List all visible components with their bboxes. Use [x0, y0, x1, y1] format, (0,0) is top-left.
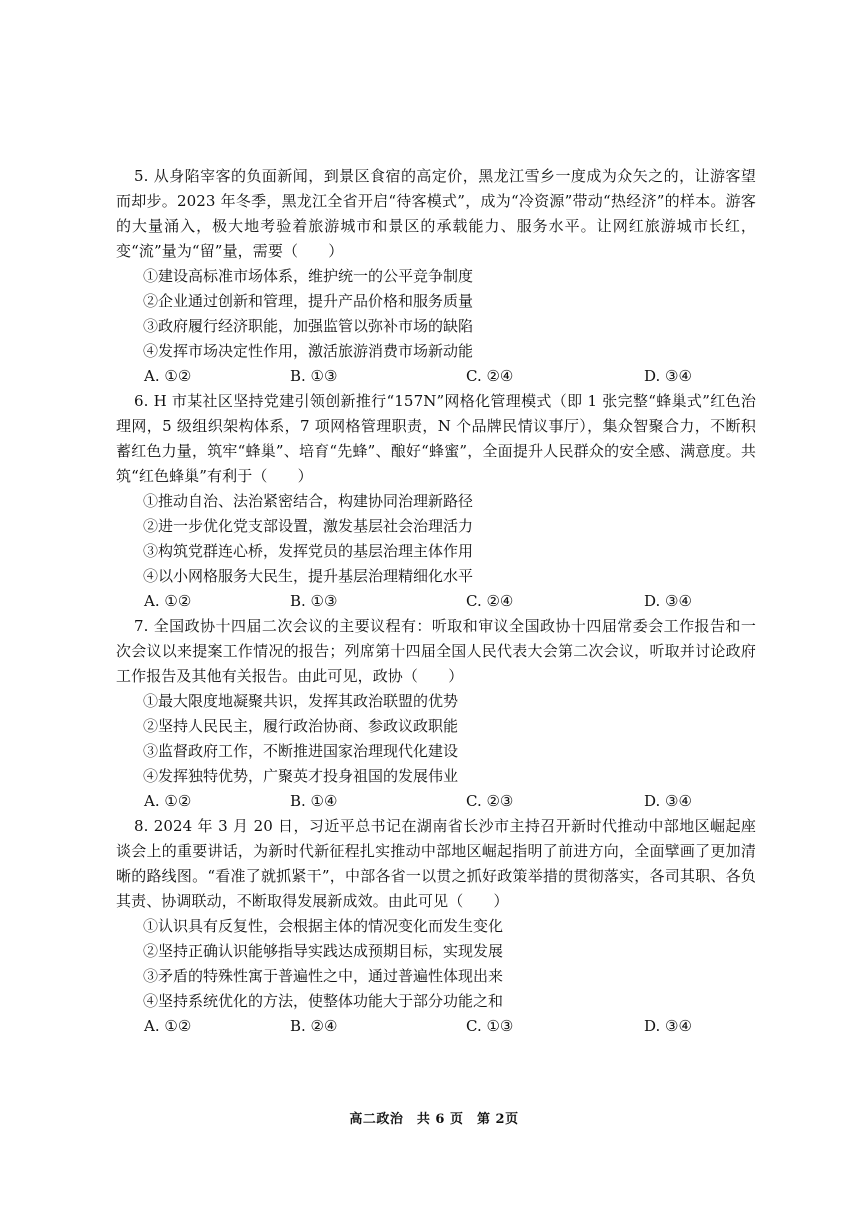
- option-2: ②企业通过创新和管理，提升产品价格和服务质量: [143, 292, 474, 310]
- answer-d: D. ③④: [644, 1017, 692, 1035]
- option-4: ④坚持系统优化的方法，使整体功能大于部分功能之和: [143, 992, 504, 1010]
- option-1: ①推动自治、法治紧密结合，构建协同治理新路径: [143, 492, 474, 510]
- answer-c: C. ②④: [466, 367, 514, 385]
- answer-choices: [144, 364, 728, 389]
- answer-a: A. ①②: [144, 592, 192, 610]
- question-stem: 8. 2024 年 3 月 20 日，习近平总书记在湖南省长沙市主持召开新时代推动中部地区崛起座谈会上的重要讲话，为新时代新征程扎实推动中部地区崛起指明了前进方向，全面擘画了更加清晰的路线图。“看准了就抓紧干”，中部各省一以贯之抓好政策举措的贯彻落实，各司其职、各负其责、协调联动，不断取得发展新成效。由此可见（ ）: [116, 817, 756, 910]
- answer-c: C. ②④: [466, 592, 514, 610]
- answer-b: B. ①③: [290, 367, 338, 385]
- option-3: ③矛盾的特殊性寓于普遍性之中，通过普遍性体现出来: [143, 967, 504, 985]
- option-2: ②坚持人民民主，履行政治协商、参政议政职能: [143, 717, 459, 735]
- question-7: [116, 614, 756, 814]
- question-list: [116, 164, 756, 1039]
- question-5: [116, 164, 756, 389]
- answer-a: A. ①②: [144, 792, 192, 810]
- answer-b: B. ①③: [290, 592, 338, 610]
- option-4: ④发挥独特优势，广聚英才投身祖国的发展伟业: [143, 767, 459, 785]
- answer-choices: [144, 789, 728, 814]
- question-8: [116, 814, 756, 1039]
- page-footer: 高二政治 共 6 页 第 2页: [349, 1112, 519, 1127]
- option-1: ①建设高标准市场体系，维护统一的公平竞争制度: [143, 267, 474, 285]
- question-stem: 7. 全国政协十四届二次会议的主要议程有：听取和审议全国政协十四届常委会工作报告和一次会议以来提案工作情况的报告；列席第十四届全国人民代表大会第二次会议，听取并讨论政府工作报告及其他有关报告。由此可见，政协（ ）: [116, 617, 756, 685]
- answer-b: B. ①④: [290, 792, 338, 810]
- answer-a: A. ①②: [144, 1017, 192, 1035]
- answer-c: C. ②③: [466, 792, 514, 810]
- option-2: ②坚持正确认识能够指导实践达成预期目标，实现发展: [143, 942, 504, 960]
- answer-c: C. ①③: [466, 1017, 514, 1035]
- question-stem: 6. H 市某社区坚持党建引领创新推行“157N”网格化管理模式（即 1 张完整“蜂巢式”红色治理网，5 级组织架构体系，7 项网格管理职责，N 个品牌民情议事厅），集众智聚合力，不断积蓄红色力量，筑牢“蜂巢”、培育“先蜂”、酿好“蜂蜜”，全面提升人民群众的安全感、满意度。共筑“红色蜂巢”有利于（ ）: [116, 392, 756, 485]
- option-3: ③构筑党群连心桥，发挥党员的基层治理主体作用: [143, 542, 474, 560]
- answer-choices: [144, 589, 728, 614]
- answer-choices: [144, 1014, 728, 1039]
- answer-b: B. ②④: [290, 1017, 338, 1035]
- option-3: ③政府履行经济职能，加强监管以弥补市场的缺陷: [143, 317, 474, 335]
- question-6: [116, 389, 756, 614]
- option-1: ①认识具有反复性，会根据主体的情况变化而发生变化: [143, 917, 504, 935]
- option-1: ①最大限度地凝聚共识，发挥其政治联盟的优势: [143, 692, 459, 710]
- option-2: ②进一步优化党支部设置，激发基层社会治理活力: [143, 517, 474, 535]
- answer-a: A. ①②: [144, 367, 192, 385]
- answer-d: D. ③④: [644, 592, 692, 610]
- answer-d: D. ③④: [644, 367, 692, 385]
- answer-d: D. ③④: [644, 792, 692, 810]
- option-4: ④发挥市场决定性作用，激活旅游消费市场新动能: [143, 342, 474, 360]
- option-3: ③监督政府工作，不断推进国家治理现代化建设: [143, 742, 459, 760]
- question-stem: 5. 从身陷宰客的负面新闻，到景区食宿的高定价，黑龙江雪乡一度成为众矢之的，让游客望而却步。2023 年冬季，黑龙江全省开启“待客模式”，成为“冷资源”带动“热经济”的样本。游客的大量涌入，极大地考验着旅游城市和景区的承载能力、服务水平。让网红旅游城市长红，变“流”量为“留”量，需要（ ）: [116, 167, 756, 260]
- option-4: ④以小网格服务大民生，提升基层治理精细化水平: [143, 567, 474, 585]
